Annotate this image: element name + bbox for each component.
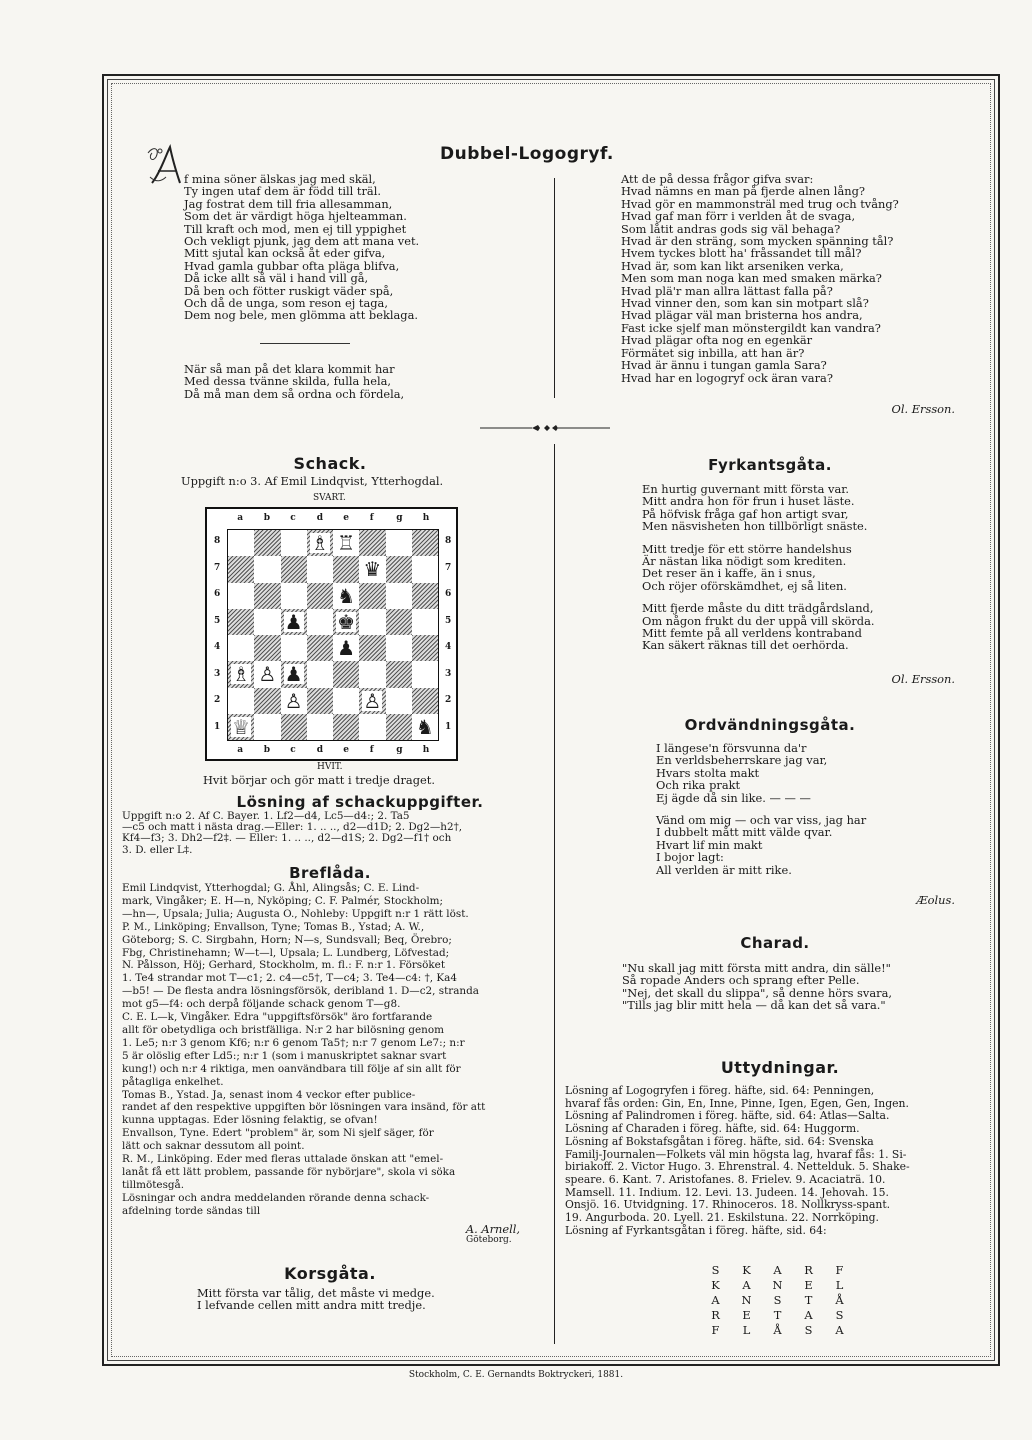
board-square: [412, 688, 438, 714]
verse-line: Hvad är, som kan likt arseniken verka,: [621, 258, 844, 273]
verse-line: När så man på det klara kommit har: [184, 362, 395, 376]
brevlada-line: Tomas B., Ystad. Ja, senast inom 4 veckor efter publice-: [122, 1088, 416, 1101]
brevlada-line: tillmötesgå.: [122, 1178, 185, 1191]
rank-label: 3: [214, 668, 221, 679]
rank-label: 2: [445, 695, 452, 706]
verse-line: Till kraft och mod, men ej till yppighet: [184, 221, 407, 236]
brevlada-line: allt för obetydliga och bristfälliga. N:r 2 har bilösning genom: [122, 1023, 444, 1036]
verse-line: Hvad är ännu i tungan gamla Sara?: [621, 358, 827, 373]
verse-line: Fast icke sjelf man mönstergildt kan vandra?: [621, 320, 881, 335]
board-square: [333, 688, 359, 714]
board-square: [307, 661, 333, 687]
board-square: [412, 609, 438, 635]
uttydningar-line: Lösning af Bokstafsgåtan i föreg. häfte, sid. 64: Svenska: [565, 1134, 874, 1148]
board-square: [386, 714, 412, 740]
board-square: [254, 635, 280, 661]
schack-title: Schack.: [293, 454, 367, 473]
fyrkant-line: Kan säkert räknas till det oerhörda.: [642, 638, 849, 653]
chess-piece-icon: ♟: [284, 609, 303, 634]
solution-letter: Å: [835, 1293, 844, 1307]
ordvandning-title: Ordvändningsgåta.: [684, 716, 856, 734]
rank-label: 7: [214, 562, 221, 573]
rank-label: 6: [445, 589, 452, 600]
brevlada-title: Breflåda.: [289, 864, 371, 882]
brevlada-line: Emil Lindqvist, Ytterhogdal; G. Åhl, Alingsås; C. E. Lind-: [122, 882, 420, 894]
ornament-divider-icon: [480, 424, 610, 432]
losning-line: Kf4—f3; 3. Dh2—f2‡. — Eller: 1. .. .., d2—d1S; 2. Dg2—f1† och: [122, 832, 452, 845]
board-square: [254, 661, 280, 687]
dubbel-left-column: [184, 173, 419, 322]
board-square: [254, 714, 280, 740]
board-square: [228, 583, 254, 609]
board-square: [228, 714, 254, 740]
file-label: e: [343, 513, 349, 523]
solution-row: [700, 1278, 855, 1293]
fyrkant-text: [642, 483, 875, 652]
chess-piece-icon: ♛: [363, 557, 382, 582]
chess-piece-icon: ♗: [310, 531, 329, 556]
board-square: [412, 556, 438, 582]
board-square: [254, 583, 280, 609]
file-label: c: [290, 513, 296, 523]
ordvandning-text: [656, 742, 866, 876]
brevlada-line: mot g5—f4: och derpå följande schack genom T—g8.: [122, 998, 401, 1011]
solution-square: [700, 1263, 855, 1338]
board-square: [281, 556, 307, 582]
board-square: [281, 609, 307, 635]
ordvandning-signature: Æolus.: [916, 893, 955, 907]
board-square: [281, 583, 307, 609]
hvit-label: HVIT.: [317, 762, 343, 772]
board-square: [228, 688, 254, 714]
rank-label: 6: [214, 589, 221, 600]
solution-letter: F: [835, 1263, 844, 1277]
board-square: [359, 635, 385, 661]
verse-line: Då må man dem så ordna och fördela,: [184, 386, 405, 401]
board-square: [228, 556, 254, 582]
solution-letter: K: [742, 1263, 751, 1277]
board-square: [307, 556, 333, 582]
board-square: [386, 635, 412, 661]
brevlada-line: lätt och saknar dessutom all point.: [122, 1140, 305, 1153]
ordvandning-line: I bojor lagt:: [656, 850, 724, 865]
verse-line: Då icke allt så väl i hand vill gå,: [184, 271, 369, 286]
solution-letter: A: [804, 1308, 813, 1322]
solution-letter: F: [711, 1323, 720, 1337]
uttydningar-line: Lösning af Logogryfen i föreg. häfte, sid. 64: Penningen,: [565, 1084, 875, 1097]
verse-line: f mina söner älskas jag med skäl,: [184, 172, 376, 186]
solution-letter: N: [741, 1293, 752, 1307]
brevlada-line: 5 är olöslig efter Ld5:; n:r 1 (som i manuskriptet saknar svart: [122, 1049, 447, 1062]
solution-letter: E: [804, 1278, 813, 1292]
chess-piece-icon: ♟: [337, 636, 356, 661]
rank-label: 1: [214, 721, 221, 732]
board-square: [333, 714, 359, 740]
rank-label: 4: [445, 642, 452, 653]
board-square: [359, 688, 385, 714]
file-label: d: [316, 745, 324, 755]
solution-letter: E: [742, 1308, 751, 1322]
file-label: g: [396, 745, 403, 755]
ordvandning-line: Vänd om mig — och var viss, jag har: [656, 813, 867, 828]
rank-label: 5: [214, 615, 221, 626]
brevlada-line: C. E. L—k, Vingåker. Edra "uppgiftsförsök" äro fortfarande: [122, 1011, 433, 1024]
verse-line: Hvad gör en mammonsträl med trug och tvång?: [621, 196, 899, 211]
brevlada-line: —b5! — De flesta andra lösningsförsök, deribland 1. D—c2, stranda: [122, 985, 479, 998]
verse-line: Förmätet sig inbilla, att han är?: [621, 345, 805, 360]
board-square: [228, 635, 254, 661]
verse-line: Jag fostrat dem till fria allesamman,: [184, 196, 393, 211]
file-label: c: [290, 745, 296, 755]
solution-letter: A: [773, 1263, 782, 1277]
board-square: [228, 661, 254, 687]
brevlada-line: 1. Le5; n:r 3 genom Kf6; n:r 6 genom Ta5†; n:r 7 genom Le7:; n:r: [122, 1036, 465, 1049]
fyrkant-line: Är nästan lika nödigt som krediten.: [642, 554, 847, 569]
rank-label: 7: [445, 562, 452, 573]
brevlada-line: påtagliga enkelhet.: [122, 1075, 224, 1088]
uttydningar-line: hvaraf fås orden: Gin, En, Inne, Pinne, Igen, Egen, Gen, Ingen.: [565, 1096, 909, 1110]
ordvandning-line: Hvart lif min makt: [656, 837, 763, 852]
losning-title: Lösning af schackuppgifter.: [236, 793, 484, 811]
file-label: a: [237, 745, 244, 755]
chess-piece-icon: ♞: [337, 583, 356, 608]
verse-line: Och vekligt pjunk, jag dem att mana vet.: [184, 234, 420, 249]
board-square: [412, 714, 438, 740]
chess-grid: [227, 529, 439, 741]
solution-letter: S: [773, 1293, 782, 1307]
ordvandning-line: I dubbelt mått mitt välde qvar.: [656, 825, 833, 840]
rank-label: 8: [445, 536, 452, 547]
solution-letter: L: [835, 1278, 844, 1292]
board-square: [307, 583, 333, 609]
board-square: [412, 583, 438, 609]
ordvandning-line: En verldsbeherrskare jag var,: [656, 753, 828, 768]
file-label: e: [343, 745, 349, 755]
verse-line: Men som man noga kan med smaken märka?: [621, 271, 882, 286]
verse-line: Hvad vinner den, som kan sin motpart slå?: [621, 296, 869, 311]
korsgata-line: I lefvande cellen mitt andra mitt tredje.: [197, 1298, 426, 1313]
chess-piece-icon: ♞: [415, 714, 434, 739]
solution-row: [700, 1263, 855, 1278]
fyrkant-signature: Ol. Ersson.: [891, 672, 955, 686]
board-square: [386, 583, 412, 609]
verse-line: Hvad nämns en man på fjerde alnen lång?: [621, 184, 865, 199]
verse-line: Som det är värdigt höga hjelteamman.: [184, 209, 407, 224]
verse-line: Att de på dessa frågor gifva svar:: [621, 172, 814, 186]
verse-line: Hvem tyckes blott ha' fråssandet till mål?: [621, 246, 862, 261]
file-label: f: [369, 745, 374, 755]
chess-board: [205, 507, 458, 761]
fyrkant-stanza: [642, 602, 875, 652]
verse-line: Hvad är den sträng, som mycken spänning tål?: [621, 234, 894, 249]
verse-line: Då ben och fötter ruskigt väder spå,: [184, 283, 394, 298]
solution-letter: A: [711, 1293, 720, 1307]
verse-line: Hvad plägar väl man bristerna hos andra,: [621, 308, 863, 323]
losning-line: 3. D. eller L‡.: [122, 843, 193, 856]
korsgata-text: [197, 1287, 435, 1312]
dubbel-signature: Ol. Ersson.: [891, 402, 955, 416]
brevlada-line: 1. Te4 strandar mot T—c1; 2. c4—c5†, T—c4; 3. Te4—c4: †, Ka4: [122, 972, 457, 985]
verse-line: Hvad har en logogryf ock äran vara?: [621, 370, 833, 385]
solution-letter: R: [711, 1308, 720, 1322]
file-label: a: [237, 513, 244, 523]
fyrkant-line: Om någon frukt du der uppå vill skörda.: [642, 613, 875, 628]
brevlada-line: mark, Vingåker; E. H—n, Nyköping; C. F. Palmér, Stockholm;: [122, 894, 444, 907]
solution-letter: S: [835, 1308, 844, 1322]
column-rule-lower: [554, 444, 555, 1344]
uttydningar-line: biriakoff. 2. Victor Hugo. 3. Ehrenstral. 4. Nettelduk. 5. Shake-: [565, 1160, 910, 1174]
korsgata-title: Korsgåta.: [284, 1264, 376, 1283]
verse-line: Mitt sjutal kan också åt eder gifva,: [184, 246, 386, 261]
board-square: [333, 609, 359, 635]
board-square: [359, 661, 385, 687]
verse-line: Som låtit andras gods sig väl behaga?: [621, 221, 841, 236]
fyrkant-line: Det reser än i kaffe, än i snus,: [642, 566, 816, 581]
board-square: [254, 556, 280, 582]
board-square: [307, 688, 333, 714]
brevlada-line: R. M., Linköping. Eder med fleras uttalade önskan att "emel-: [122, 1153, 444, 1166]
ordvandning-line: Och rika prakt: [656, 778, 741, 793]
board-square: [333, 661, 359, 687]
losning-text: [122, 811, 462, 856]
chess-piece-icon: ♖: [337, 531, 356, 556]
uttydningar-line: Lösning af Fyrkantsgåtan i föreg. häfte, sid. 64:: [565, 1223, 827, 1237]
charad-line: "Nej, det skall du slippa", så denne hörs svara,: [622, 985, 892, 1000]
dubbel-right-column: [621, 173, 899, 384]
divider: [260, 343, 350, 344]
charad-text: [622, 962, 892, 1012]
uttydningar-title: Uttydningar.: [720, 1058, 840, 1077]
charad-title: Charad.: [740, 934, 810, 952]
charad-line: "Tills jag blir mitt hela — då kan det så vara.": [622, 998, 886, 1013]
board-square: [307, 609, 333, 635]
verse-line: Ty ingen utaf dem är född till träl.: [184, 184, 381, 199]
verse-line: Hvad gaf man förr i verlden åt de svaga,: [621, 209, 856, 224]
uttydningar-line: Lösning af Palindromen i föreg. häfte, sid. 64: Atlas—Salta.: [565, 1109, 890, 1123]
rank-label: 1: [445, 721, 452, 732]
uttydningar-line: Lösning af Charaden i föreg. häfte, sid. 64: Huggorm.: [565, 1122, 860, 1136]
board-square: [333, 556, 359, 582]
fyrkant-line: Mitt tredje för ett större handelshus: [642, 541, 852, 556]
brevlada-line: Göteborg; S. C. Sirgbahn, Horn; N—s, Sundsvall; Beq, Örebro;: [122, 933, 452, 946]
uttydningar-line: Mamsell. 11. Indium. 12. Levi. 13. Judeen. 14. Jehovah. 15.: [565, 1185, 889, 1199]
solution-row: [700, 1323, 855, 1338]
board-square: [386, 556, 412, 582]
solution-letter: K: [711, 1278, 720, 1292]
ordvandning-line: Ej ägde då sin like. — — —: [656, 790, 811, 805]
footer-imprint: Stockholm, C. E. Gernandts Boktryckeri, 1881.: [408, 1370, 624, 1380]
board-square: [412, 530, 438, 556]
schack-caption: Hvit börjar och gör matt i tredje draget.: [203, 773, 435, 787]
verse-line: Och då de unga, som reson ej taga,: [184, 296, 388, 311]
chess-piece-icon: ♗: [232, 662, 251, 687]
brevlada-signature: A. Arnell,: [465, 1222, 520, 1236]
solution-letter: L: [742, 1323, 751, 1337]
board-square: [307, 635, 333, 661]
brevlada-line: N. Pålsson, Höj; Gerhard, Stockholm, m. fl.: F. n:r 1. Försöket: [122, 959, 445, 972]
board-square: [281, 635, 307, 661]
rank-label: 4: [214, 642, 221, 653]
board-square: [281, 714, 307, 740]
board-square: [359, 556, 385, 582]
file-label: g: [396, 513, 403, 523]
brevlada-city: Göteborg.: [466, 1235, 512, 1245]
brevlada-line: Envallson, Tyne. Edert "problem" är, som Ni sjelf säger, för: [122, 1127, 434, 1140]
solution-letter: A: [742, 1278, 751, 1292]
board-square: [254, 530, 280, 556]
file-label: h: [422, 745, 430, 755]
fyrkant-stanza: [642, 543, 875, 593]
board-square: [307, 714, 333, 740]
board-square: [333, 583, 359, 609]
uttydningar-text: [565, 1085, 910, 1237]
solution-row: [700, 1308, 855, 1323]
board-square: [386, 609, 412, 635]
ordvandning-line: I längese'n försvunna da'r: [656, 741, 807, 755]
fyrkant-line: Och röjer oförskämdhet, ej så liten.: [642, 578, 847, 593]
brevlada-text: [122, 882, 485, 1218]
board-square: [359, 714, 385, 740]
fyrkant-line: Mitt femte på all verldens kontraband: [642, 626, 862, 641]
file-label: d: [316, 513, 324, 523]
brevlada-line: Lösningar och andra meddelanden rörande denna schack-: [122, 1191, 430, 1204]
solution-letter: R: [804, 1263, 813, 1277]
brevlada-line: kunna upptagas. Eder lösning felaktig, se ofvan!: [122, 1114, 378, 1127]
brevlada-line: randet af den respektive uppgiften bör lösningen vara insänd, för att: [122, 1101, 486, 1114]
board-square: [281, 530, 307, 556]
board-square: [386, 530, 412, 556]
solution-row: [700, 1293, 855, 1308]
uttydningar-line: speare. 6. Kant. 7. Aristofanes. 8. Frielev. 9. Acaciaträ. 10.: [565, 1172, 886, 1186]
brevlada-line: Fbg, Christinehamn; W—t—l, Upsala; L. Lundberg, Löfvestad;: [122, 946, 450, 959]
file-label: h: [422, 513, 430, 523]
drop-cap-a-icon: [146, 143, 184, 189]
file-label: b: [263, 745, 271, 755]
brevlada-line: kung!) och n:r 4 riktiga, men oanvändbara till följe af sin allt för: [122, 1062, 461, 1075]
board-square: [281, 661, 307, 687]
fyrkant-line: Mitt andra hon för frun i huset läste.: [642, 494, 855, 509]
losning-line: —c5 och matt i nästa drag.—Eller: 1. .. .., d2—d1D; 2. Dg2—h2†,: [122, 821, 463, 834]
brevlada-line: —hn—, Upsala; Julia; Augusta O., Nohleby: Uppgift n:r 1 rätt löst.: [122, 907, 469, 920]
board-square: [412, 661, 438, 687]
dubbel-left-column-2: [184, 363, 404, 400]
chess-piece-icon: ♙: [363, 688, 382, 713]
board-square: [228, 530, 254, 556]
ordvandning-line: All verlden är mitt rike.: [656, 862, 792, 877]
verse-line: Dem nog bele, men glömma att beklaga.: [184, 308, 419, 323]
fyrkant-stanza: [642, 483, 875, 533]
file-label: f: [369, 513, 374, 523]
column-rule: [554, 178, 555, 398]
rank-label: 2: [214, 695, 221, 706]
brevlada-line: lanåt få ett lätt problem, passande för nybörjare", skola vi söka: [122, 1165, 456, 1178]
uttydningar-line: Familj-Journalen—Folkets väl min högsta lag, hvaraf fås: 1. Si-: [565, 1147, 907, 1161]
brevlada-line: P. M., Linköping; Envallson, Tyne; Tomas B., Ystad; A. W.,: [122, 920, 425, 933]
board-square: [228, 609, 254, 635]
chess-piece-icon: ♚: [337, 609, 356, 634]
losning-line: Uppgift n:o 2. Af C. Bayer. 1. Lf2—d4, Lc5—d4:; 2. Ta5: [122, 810, 410, 822]
rank-label: 8: [214, 536, 221, 547]
uttydningar-line: 19. Angurboda. 20. Lyell. 21. Eskilstuna. 22. Norrköping.: [565, 1211, 879, 1225]
rank-label: 3: [445, 668, 452, 679]
board-square: [386, 688, 412, 714]
dubbel-title: Dubbel-Logogryf.: [440, 144, 614, 164]
solution-letter: T: [804, 1293, 813, 1307]
board-square: [333, 635, 359, 661]
solution-letter: A: [835, 1323, 844, 1337]
fyrkant-line: Mitt fjerde måste du ditt trädgårdsland,: [642, 601, 874, 616]
ordvandning-line: Hvars stolta makt: [656, 765, 760, 780]
board-square: [386, 661, 412, 687]
solution-letter: S: [804, 1323, 813, 1337]
chess-piece-icon: ♕: [232, 714, 251, 739]
fyrkant-line: En hurtig guvernant mitt första var.: [642, 482, 850, 496]
chess-piece-icon: ♟: [284, 662, 303, 687]
board-square: [359, 583, 385, 609]
board-square: [359, 530, 385, 556]
solution-letter: Å: [773, 1323, 782, 1337]
solution-letter: S: [711, 1263, 720, 1277]
board-square: [254, 609, 280, 635]
board-square: [254, 688, 280, 714]
board-square: [333, 530, 359, 556]
verse-line: Hvad plä'r man allra lättast falla på?: [621, 283, 833, 298]
solution-letter: N: [772, 1278, 783, 1292]
svart-label: SVART.: [313, 493, 346, 503]
ordvandning-stanza: [656, 742, 866, 804]
rank-label: 5: [445, 615, 452, 626]
brevlada-line: afdelning torde sändas till: [122, 1204, 261, 1217]
schack-intro: Uppgift n:o 3. Af Emil Lindqvist, Ytterhogdal.: [181, 474, 444, 488]
solution-letter: T: [773, 1308, 782, 1322]
chess-piece-icon: ♙: [284, 688, 303, 713]
board-square: [412, 635, 438, 661]
board-square: [307, 530, 333, 556]
board-square: [359, 609, 385, 635]
charad-line: Så ropade Anders och sprang efter Pelle.: [622, 973, 860, 988]
fyrkant-line: På höfvisk fråga gaf hon artigt svar,: [642, 506, 849, 521]
charad-line: "Nu skall jag mitt första mitt andra, din sälle!": [622, 961, 891, 975]
verse-line: Hvad plägar ofta nog en egenkär: [621, 333, 813, 348]
ordvandning-stanza: [656, 814, 866, 876]
fyrkant-title: Fyrkantsgåta.: [708, 456, 832, 474]
korsgata-line: Mitt första var tålig, det måste vi medge.: [197, 1286, 435, 1300]
fyrkant-line: Men näsvisheten hon tillbörligt snäste.: [642, 519, 868, 534]
chess-piece-icon: ♙: [258, 662, 277, 687]
verse-line: Med dessa tvänne skilda, fulla hela,: [184, 374, 392, 389]
uttydningar-line: Onsjö. 16. Utvidgning. 17. Rhinoceros. 18. Nollkryss-spant.: [565, 1198, 891, 1212]
verse-line: Hvad gamla gubbar ofta pläga blifva,: [184, 258, 400, 273]
file-label: b: [263, 513, 271, 523]
board-square: [281, 688, 307, 714]
